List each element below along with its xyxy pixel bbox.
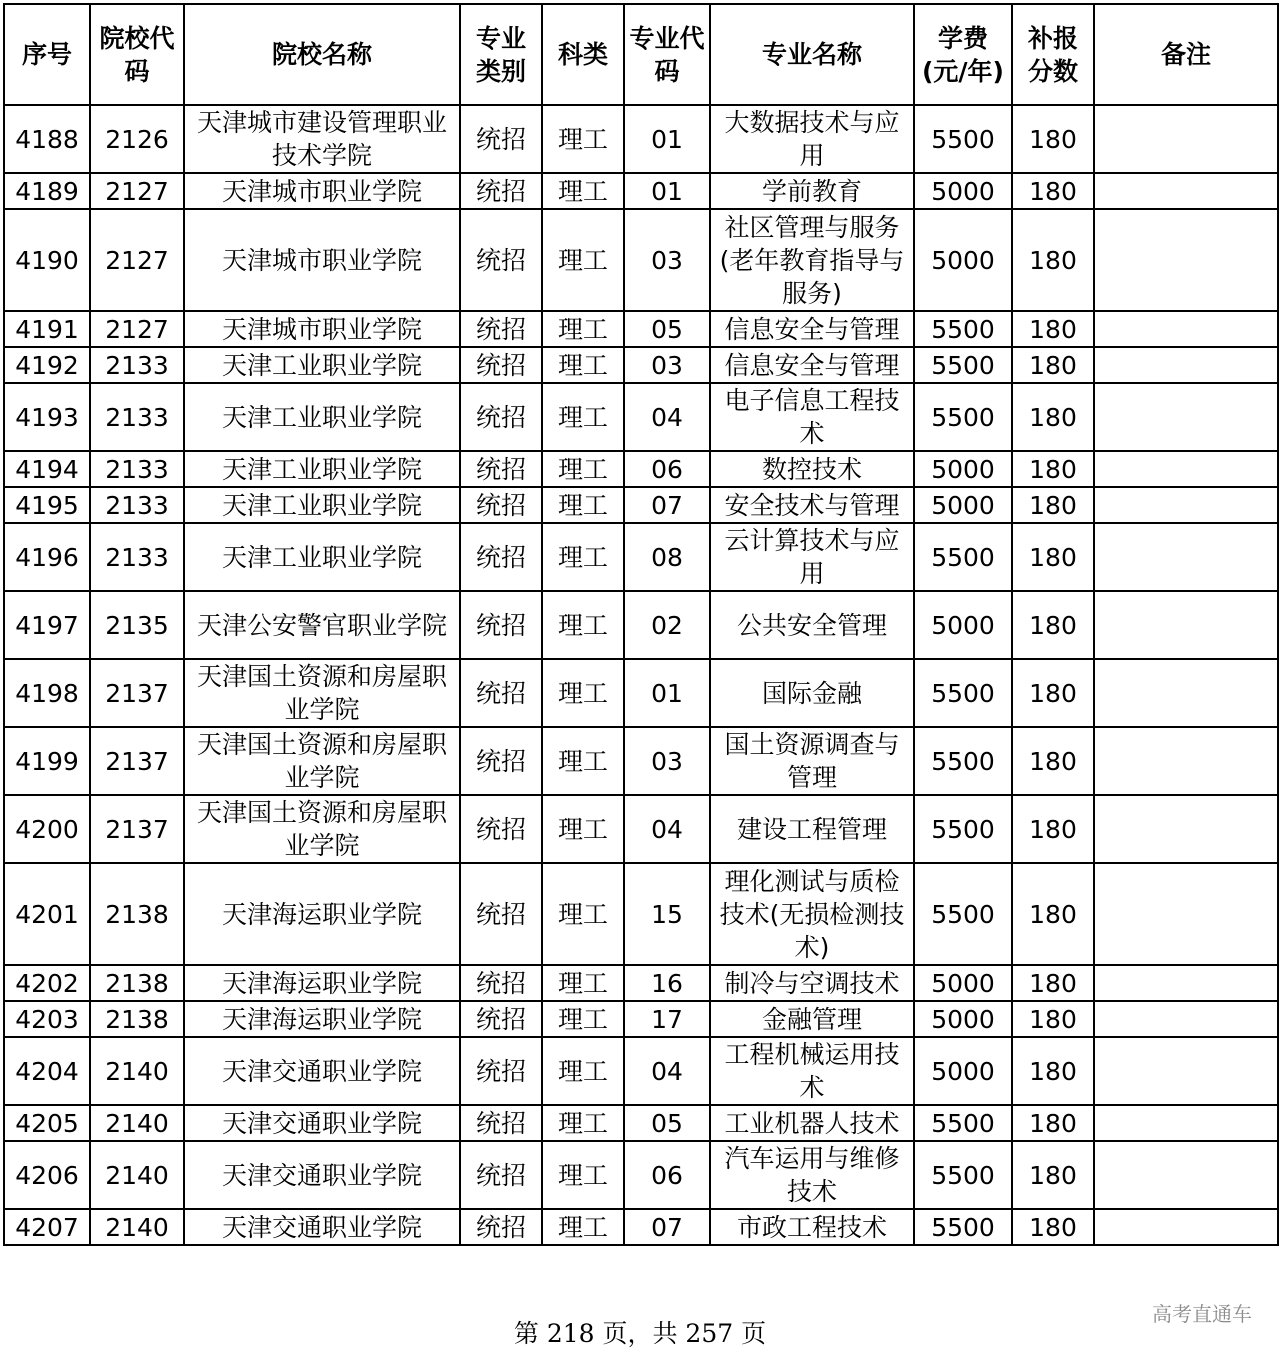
cell-major-name: 公共安全管理 <box>710 591 914 659</box>
cell-school-name: 天津国土资源和房屋职业学院 <box>184 659 460 727</box>
cell-school-code: 2133 <box>90 487 184 523</box>
cell-school-code: 2138 <box>90 1001 184 1037</box>
cell-subject: 理工 <box>542 1001 624 1037</box>
cell-tuition: 5500 <box>914 523 1012 591</box>
cell-remarks <box>1094 487 1278 523</box>
table-row <box>4 105 1278 173</box>
table-row <box>4 1105 1278 1141</box>
cell-score: 180 <box>1012 1037 1094 1105</box>
cell-major-type: 统招 <box>460 1141 542 1209</box>
cell-subject: 理工 <box>542 727 624 795</box>
cell-school-code: 2133 <box>90 347 184 383</box>
table-row <box>4 383 1278 451</box>
cell-index: 4198 <box>4 659 90 727</box>
table-row <box>4 591 1278 659</box>
cell-tuition: 5500 <box>914 727 1012 795</box>
table-row <box>4 659 1278 727</box>
cell-major-name: 电子信息工程技术 <box>710 383 914 451</box>
cell-index: 4200 <box>4 795 90 863</box>
cell-major-code: 03 <box>624 209 710 311</box>
cell-major-code: 04 <box>624 795 710 863</box>
cell-school-code: 2133 <box>90 383 184 451</box>
cell-score: 180 <box>1012 727 1094 795</box>
cell-score: 180 <box>1012 347 1094 383</box>
cell-tuition: 5500 <box>914 659 1012 727</box>
cell-major-code: 02 <box>624 591 710 659</box>
cell-major-type: 统招 <box>460 659 542 727</box>
cell-major-name: 安全技术与管理 <box>710 487 914 523</box>
cell-tuition: 5000 <box>914 487 1012 523</box>
table-row <box>4 311 1278 347</box>
cell-major-type: 统招 <box>460 523 542 591</box>
cell-index: 4188 <box>4 105 90 173</box>
table-row <box>4 523 1278 591</box>
cell-major-name: 建设工程管理 <box>710 795 914 863</box>
table-row <box>4 1209 1278 1245</box>
cell-major-code: 03 <box>624 727 710 795</box>
cell-school-code: 2126 <box>90 105 184 173</box>
table-body <box>4 105 1278 1245</box>
cell-major-code: 01 <box>624 173 710 209</box>
cell-tuition: 5000 <box>914 591 1012 659</box>
cell-index: 4206 <box>4 1141 90 1209</box>
cell-school-name: 天津交通职业学院 <box>184 1141 460 1209</box>
cell-major-type: 统招 <box>460 965 542 1001</box>
cell-score: 180 <box>1012 523 1094 591</box>
cell-remarks <box>1094 523 1278 591</box>
cell-subject: 理工 <box>542 591 624 659</box>
cell-school-name: 天津公安警官职业学院 <box>184 591 460 659</box>
cell-subject: 理工 <box>542 105 624 173</box>
cell-remarks <box>1094 659 1278 727</box>
table-row <box>4 209 1278 311</box>
cell-score: 180 <box>1012 1105 1094 1141</box>
cell-school-name: 天津海运职业学院 <box>184 863 460 965</box>
page-number: 第 218 页，共 257 页 <box>513 1319 767 1348</box>
cell-major-type: 统招 <box>460 1037 542 1105</box>
cell-major-type: 统招 <box>460 451 542 487</box>
cell-major-name: 数控技术 <box>710 451 914 487</box>
cell-remarks <box>1094 1037 1278 1105</box>
cell-remarks <box>1094 1141 1278 1209</box>
cell-remarks <box>1094 347 1278 383</box>
cell-school-name: 天津工业职业学院 <box>184 523 460 591</box>
header-score: 补报分数 <box>1012 4 1094 105</box>
cell-major-name: 信息安全与管理 <box>710 311 914 347</box>
header-subject: 科类 <box>542 4 624 105</box>
cell-school-code: 2140 <box>90 1037 184 1105</box>
cell-major-code: 01 <box>624 659 710 727</box>
cell-tuition: 5500 <box>914 795 1012 863</box>
cell-major-type: 统招 <box>460 347 542 383</box>
cell-index: 4197 <box>4 591 90 659</box>
cell-tuition: 5000 <box>914 1037 1012 1105</box>
cell-subject: 理工 <box>542 173 624 209</box>
cell-remarks <box>1094 591 1278 659</box>
cell-score: 180 <box>1012 795 1094 863</box>
cell-school-name: 天津国土资源和房屋职业学院 <box>184 795 460 863</box>
cell-subject: 理工 <box>542 1105 624 1141</box>
cell-score: 180 <box>1012 383 1094 451</box>
cell-score: 180 <box>1012 965 1094 1001</box>
cell-school-code: 2138 <box>90 863 184 965</box>
cell-major-code: 03 <box>624 347 710 383</box>
cell-index: 4190 <box>4 209 90 311</box>
cell-school-code: 2140 <box>90 1209 184 1245</box>
table-row <box>4 1001 1278 1037</box>
cell-major-type: 统招 <box>460 1105 542 1141</box>
cell-major-code: 17 <box>624 1001 710 1037</box>
cell-tuition: 5500 <box>914 347 1012 383</box>
cell-major-code: 04 <box>624 1037 710 1105</box>
cell-remarks <box>1094 1209 1278 1245</box>
cell-index: 4196 <box>4 523 90 591</box>
cell-score: 180 <box>1012 451 1094 487</box>
cell-school-code: 2137 <box>90 727 184 795</box>
cell-major-name: 国土资源调查与管理 <box>710 727 914 795</box>
cell-school-name: 天津交通职业学院 <box>184 1209 460 1245</box>
cell-school-name: 天津城市职业学院 <box>184 311 460 347</box>
cell-subject: 理工 <box>542 347 624 383</box>
cell-score: 180 <box>1012 311 1094 347</box>
cell-tuition: 5000 <box>914 451 1012 487</box>
cell-major-type: 统招 <box>460 591 542 659</box>
cell-tuition: 5500 <box>914 1209 1012 1245</box>
cell-remarks <box>1094 795 1278 863</box>
table-row <box>4 863 1278 965</box>
watermark-text: 高考直通车 <box>1152 1302 1252 1326</box>
cell-school-code: 2135 <box>90 591 184 659</box>
cell-major-name: 金融管理 <box>710 1001 914 1037</box>
cell-school-code: 2140 <box>90 1105 184 1141</box>
cell-major-type: 统招 <box>460 863 542 965</box>
cell-school-code: 2127 <box>90 311 184 347</box>
cell-major-name: 制冷与空调技术 <box>710 965 914 1001</box>
cell-remarks <box>1094 383 1278 451</box>
cell-major-name: 大数据技术与应用 <box>710 105 914 173</box>
cell-subject: 理工 <box>542 383 624 451</box>
cell-major-type: 统招 <box>460 173 542 209</box>
cell-school-code: 2127 <box>90 209 184 311</box>
cell-school-name: 天津国土资源和房屋职业学院 <box>184 727 460 795</box>
cell-remarks <box>1094 209 1278 311</box>
cell-remarks <box>1094 727 1278 795</box>
cell-score: 180 <box>1012 1001 1094 1037</box>
cell-index: 4201 <box>4 863 90 965</box>
cell-tuition: 5000 <box>914 173 1012 209</box>
cell-index: 4191 <box>4 311 90 347</box>
cell-tuition: 5000 <box>914 209 1012 311</box>
cell-subject: 理工 <box>542 659 624 727</box>
cell-major-type: 统招 <box>460 1001 542 1037</box>
cell-score: 180 <box>1012 105 1094 173</box>
cell-tuition: 5500 <box>914 311 1012 347</box>
table-row <box>4 795 1278 863</box>
cell-major-type: 统招 <box>460 311 542 347</box>
cell-major-code: 07 <box>624 1209 710 1245</box>
cell-index: 4203 <box>4 1001 90 1037</box>
cell-index: 4195 <box>4 487 90 523</box>
cell-tuition: 5500 <box>914 1141 1012 1209</box>
cell-tuition: 5500 <box>914 383 1012 451</box>
table-row <box>4 965 1278 1001</box>
cell-school-name: 天津海运职业学院 <box>184 1001 460 1037</box>
cell-score: 180 <box>1012 659 1094 727</box>
cell-tuition: 5000 <box>914 1001 1012 1037</box>
header-major-name: 专业名称 <box>710 4 914 105</box>
cell-major-code: 06 <box>624 451 710 487</box>
cell-major-code: 01 <box>624 105 710 173</box>
cell-index: 4189 <box>4 173 90 209</box>
cell-tuition: 5500 <box>914 1105 1012 1141</box>
cell-remarks <box>1094 105 1278 173</box>
cell-school-name: 天津工业职业学院 <box>184 347 460 383</box>
cell-major-type: 统招 <box>460 795 542 863</box>
cell-score: 180 <box>1012 209 1094 311</box>
cell-score: 180 <box>1012 863 1094 965</box>
cell-tuition: 5500 <box>914 863 1012 965</box>
header-remarks: 备注 <box>1094 4 1278 105</box>
cell-major-code: 05 <box>624 1105 710 1141</box>
table-row <box>4 1141 1278 1209</box>
cell-subject: 理工 <box>542 1037 624 1105</box>
cell-school-code: 2138 <box>90 965 184 1001</box>
cell-subject: 理工 <box>542 863 624 965</box>
cell-subject: 理工 <box>542 451 624 487</box>
cell-score: 180 <box>1012 487 1094 523</box>
cell-major-type: 统招 <box>460 1209 542 1245</box>
admissions-table <box>3 3 1279 1246</box>
cell-major-code: 16 <box>624 965 710 1001</box>
cell-school-name: 天津交通职业学院 <box>184 1037 460 1105</box>
cell-score: 180 <box>1012 1209 1094 1245</box>
cell-score: 180 <box>1012 173 1094 209</box>
header-major-type: 专业类别 <box>460 4 542 105</box>
cell-school-code: 2137 <box>90 659 184 727</box>
cell-remarks <box>1094 173 1278 209</box>
cell-subject: 理工 <box>542 487 624 523</box>
cell-school-code: 2127 <box>90 173 184 209</box>
cell-major-name: 学前教育 <box>710 173 914 209</box>
cell-school-code: 2133 <box>90 451 184 487</box>
header-school-name: 院校名称 <box>184 4 460 105</box>
cell-school-name: 天津城市建设管理职业技术学院 <box>184 105 460 173</box>
cell-major-name: 汽车运用与维修技术 <box>710 1141 914 1209</box>
cell-remarks <box>1094 311 1278 347</box>
cell-subject: 理工 <box>542 209 624 311</box>
cell-major-type: 统招 <box>460 105 542 173</box>
cell-major-name: 理化测试与质检技术(无损检测技术) <box>710 863 914 965</box>
table-row <box>4 173 1278 209</box>
cell-tuition: 5000 <box>914 965 1012 1001</box>
cell-school-name: 天津城市职业学院 <box>184 209 460 311</box>
cell-major-code: 07 <box>624 487 710 523</box>
cell-subject: 理工 <box>542 1209 624 1245</box>
cell-index: 4194 <box>4 451 90 487</box>
table-row <box>4 727 1278 795</box>
cell-remarks <box>1094 965 1278 1001</box>
cell-index: 4207 <box>4 1209 90 1245</box>
table-row <box>4 347 1278 383</box>
cell-major-name: 工程机械运用技术 <box>710 1037 914 1105</box>
cell-index: 4192 <box>4 347 90 383</box>
cell-major-name: 信息安全与管理 <box>710 347 914 383</box>
cell-major-name: 云计算技术与应用 <box>710 523 914 591</box>
cell-index: 4204 <box>4 1037 90 1105</box>
cell-major-name: 国际金融 <box>710 659 914 727</box>
cell-remarks <box>1094 1001 1278 1037</box>
cell-remarks <box>1094 451 1278 487</box>
cell-score: 180 <box>1012 591 1094 659</box>
cell-remarks <box>1094 863 1278 965</box>
cell-major-name: 社区管理与服务(老年教育指导与服务) <box>710 209 914 311</box>
cell-index: 4193 <box>4 383 90 451</box>
cell-school-code: 2137 <box>90 795 184 863</box>
cell-school-name: 天津工业职业学院 <box>184 383 460 451</box>
header-index: 序号 <box>4 4 90 105</box>
cell-index: 4199 <box>4 727 90 795</box>
cell-school-name: 天津城市职业学院 <box>184 173 460 209</box>
cell-major-code: 08 <box>624 523 710 591</box>
table-row <box>4 1037 1278 1105</box>
cell-tuition: 5500 <box>914 105 1012 173</box>
cell-major-type: 统招 <box>460 487 542 523</box>
cell-score: 180 <box>1012 1141 1094 1209</box>
header-row <box>4 4 1278 105</box>
cell-school-name: 天津交通职业学院 <box>184 1105 460 1141</box>
cell-subject: 理工 <box>542 311 624 347</box>
table-row <box>4 451 1278 487</box>
cell-subject: 理工 <box>542 965 624 1001</box>
cell-index: 4202 <box>4 965 90 1001</box>
cell-major-type: 统招 <box>460 209 542 311</box>
cell-subject: 理工 <box>542 1141 624 1209</box>
cell-major-code: 04 <box>624 383 710 451</box>
header-major-code: 专业代码 <box>624 4 710 105</box>
cell-school-name: 天津工业职业学院 <box>184 451 460 487</box>
cell-subject: 理工 <box>542 523 624 591</box>
cell-major-name: 市政工程技术 <box>710 1209 914 1245</box>
cell-major-type: 统招 <box>460 727 542 795</box>
cell-school-code: 2133 <box>90 523 184 591</box>
cell-school-name: 天津海运职业学院 <box>184 965 460 1001</box>
cell-major-code: 06 <box>624 1141 710 1209</box>
cell-remarks <box>1094 1105 1278 1141</box>
cell-index: 4205 <box>4 1105 90 1141</box>
cell-subject: 理工 <box>542 795 624 863</box>
cell-school-code: 2140 <box>90 1141 184 1209</box>
cell-major-code: 15 <box>624 863 710 965</box>
cell-school-name: 天津工业职业学院 <box>184 487 460 523</box>
cell-major-code: 05 <box>624 311 710 347</box>
header-tuition: 学费(元/年) <box>914 4 1012 105</box>
cell-major-type: 统招 <box>460 383 542 451</box>
cell-major-name: 工业机器人技术 <box>710 1105 914 1141</box>
table-row <box>4 487 1278 523</box>
header-school-code: 院校代码 <box>90 4 184 105</box>
